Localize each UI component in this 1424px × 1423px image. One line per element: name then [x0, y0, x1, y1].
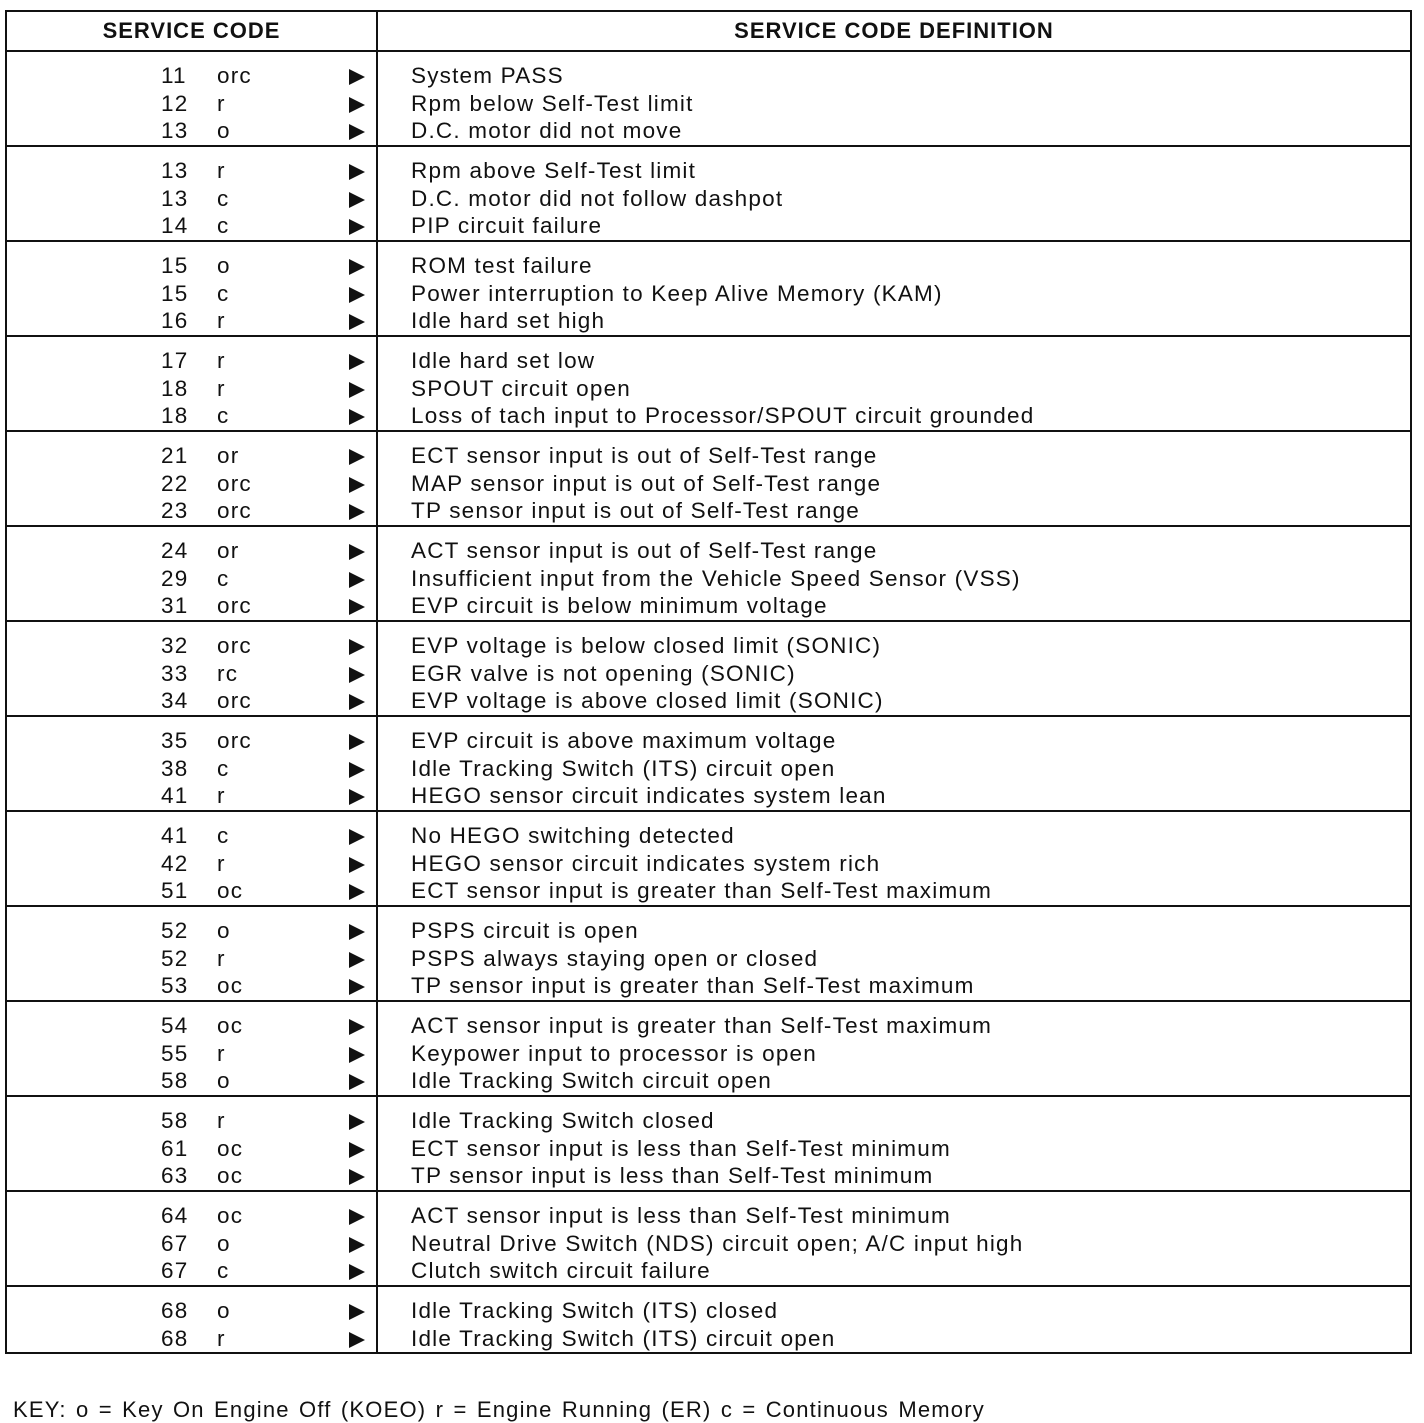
service-code-entry [7, 592, 376, 620]
pointer-arrow-icon [349, 952, 365, 968]
pointer-arrow-icon [349, 1114, 365, 1130]
code-number: 35 [161, 728, 189, 753]
code-number: 68 [161, 1298, 189, 1323]
service-code-entry [7, 62, 376, 90]
code-definition-text: SPOUT circuit open [411, 375, 632, 401]
code-definition-text: D.C. motor did not move [411, 118, 683, 143]
pointer-arrow-icon [349, 639, 365, 655]
code-number: 15 [161, 280, 189, 306]
test-mode: orc [217, 63, 252, 88]
service-code-entry [7, 1325, 376, 1353]
service-code-entry [7, 1012, 376, 1040]
pointer-arrow-icon [349, 192, 365, 208]
code-number: 14 [161, 213, 189, 238]
code-group-row [6, 526, 1411, 621]
code-group-row [6, 336, 1411, 431]
test-mode: r [217, 1325, 226, 1351]
code-number: 42 [161, 850, 189, 876]
code-definition-text: ACT sensor input is less than Self-Test minimum [411, 1203, 951, 1228]
pointer-arrow-icon [349, 979, 365, 995]
service-code-entry [7, 727, 376, 755]
code-definition-text: ACT sensor input is greater than Self-Test maximum [411, 1013, 993, 1038]
definition-cell [377, 716, 1411, 811]
test-mode: r [217, 158, 226, 183]
code-definition-text: Idle Tracking Switch (ITS) closed [411, 1298, 779, 1323]
code-group-row [6, 146, 1411, 241]
test-mode: orc [217, 633, 252, 658]
code-group-row [6, 906, 1411, 1001]
service-code-entry [7, 822, 376, 850]
test-mode: c [217, 185, 230, 211]
pointer-arrow-icon [349, 409, 365, 425]
service-code-entry [7, 1202, 376, 1230]
service-code-entry [7, 537, 376, 565]
service-code-cell [6, 1001, 377, 1096]
pointer-arrow-icon [349, 477, 365, 493]
code-number: 38 [161, 755, 189, 781]
code-definition-text: Rpm below Self-Test limit [411, 90, 694, 116]
service-code-table [5, 10, 1412, 1354]
pointer-arrow-icon [349, 924, 365, 940]
code-definition-text: TP sensor input is out of Self-Test range [411, 498, 860, 523]
code-number: 55 [161, 1040, 189, 1066]
service-code-entry [7, 850, 376, 878]
pointer-arrow-icon [349, 1019, 365, 1035]
pointer-arrow-icon [349, 259, 365, 275]
test-mode: orc [217, 470, 252, 496]
pointer-arrow-icon [349, 599, 365, 615]
service-code-entry [7, 945, 376, 973]
code-definition-text: No HEGO switching detected [411, 823, 735, 848]
table-header-row [6, 11, 1411, 51]
test-mode: r [217, 783, 226, 808]
service-code-header: SERVICE CODE [6, 11, 377, 51]
test-mode: orc [217, 728, 252, 753]
pointer-arrow-icon [349, 504, 365, 520]
code-number: 33 [161, 660, 189, 686]
code-group-row [6, 51, 1411, 146]
service-code-entry [7, 1297, 376, 1325]
test-mode: r [217, 850, 226, 876]
service-code-entry [7, 782, 376, 810]
pointer-arrow-icon [349, 69, 365, 85]
pointer-arrow-icon [349, 572, 365, 588]
pointer-arrow-icon [349, 1264, 365, 1280]
test-mode: orc [217, 593, 252, 618]
code-number: 67 [161, 1230, 189, 1256]
code-definition-text: Idle hard set low [411, 348, 596, 373]
test-mode: o [217, 918, 231, 943]
definition-cell [377, 621, 1411, 716]
test-mode: c [217, 280, 230, 306]
code-number: 16 [161, 308, 189, 333]
code-number: 52 [161, 918, 189, 943]
service-code-cell [6, 146, 377, 241]
test-mode: orc [217, 688, 252, 713]
code-number: 51 [161, 878, 189, 903]
service-code-cell [6, 526, 377, 621]
code-definition-text: ECT sensor input is out of Self-Test range [411, 443, 878, 468]
test-mode: oc [217, 973, 244, 998]
code-number: 34 [161, 688, 189, 713]
service-code-cell [6, 1286, 377, 1353]
code-number: 68 [161, 1325, 189, 1351]
service-code-entry [7, 185, 376, 213]
code-number: 17 [161, 348, 189, 373]
service-code-entry [7, 212, 376, 240]
code-group-row [6, 1001, 1411, 1096]
code-definition-text: PSPS circuit is open [411, 918, 639, 943]
pointer-arrow-icon [349, 829, 365, 845]
service-code-cell [6, 621, 377, 716]
pointer-arrow-icon [349, 762, 365, 778]
service-code-cell [6, 811, 377, 906]
test-mode: r [217, 1040, 226, 1066]
service-code-definition-header: SERVICE CODE DEFINITION [377, 11, 1411, 51]
code-definition-text: Idle Tracking Switch circuit open [411, 1068, 772, 1093]
code-definition-text: EVP circuit is above maximum voltage [411, 728, 837, 753]
test-mode: orc [217, 498, 252, 523]
code-definition-text: ECT sensor input is less than Self-Test minimum [411, 1135, 951, 1161]
code-number: 18 [161, 375, 189, 401]
code-definition-text: Power interruption to Keep Alive Memory (KAM) [411, 280, 943, 306]
code-definition-text: ROM test failure [411, 253, 593, 278]
service-code-entry [7, 1162, 376, 1190]
definition-cell [377, 906, 1411, 1001]
code-number: 24 [161, 538, 189, 563]
pointer-arrow-icon [349, 789, 365, 805]
code-definition-text: Loss of tach input to Processor/SPOUT circuit grounded [411, 403, 1035, 428]
service-code-entry [7, 632, 376, 660]
service-code-cell [6, 241, 377, 336]
code-definition-text: PIP circuit failure [411, 213, 603, 238]
test-mode: c [217, 565, 230, 591]
code-group-row [6, 621, 1411, 716]
code-number: 23 [161, 498, 189, 523]
service-code-entry [7, 687, 376, 715]
code-number: 21 [161, 443, 189, 468]
code-number: 31 [161, 593, 189, 618]
test-mode: c [217, 403, 230, 428]
pointer-arrow-icon [349, 1047, 365, 1063]
service-code-entry [7, 157, 376, 185]
definition-cell [377, 431, 1411, 526]
test-mode: c [217, 755, 230, 781]
pointer-arrow-icon [349, 1142, 365, 1158]
test-mode: o [217, 118, 231, 143]
pointer-arrow-icon [349, 1304, 365, 1320]
code-definition-text: ACT sensor input is out of Self-Test range [411, 538, 878, 563]
pointer-arrow-icon [349, 219, 365, 235]
code-definition-text: EGR valve is not opening (SONIC) [411, 660, 796, 686]
definition-cell [377, 1096, 1411, 1191]
test-mode: rc [217, 660, 239, 686]
service-code-entry [7, 972, 376, 1000]
service-code-entry [7, 1230, 376, 1258]
test-mode: r [217, 375, 226, 401]
pointer-arrow-icon [349, 1074, 365, 1090]
test-mode: o [217, 1068, 231, 1093]
code-group-row [6, 1286, 1411, 1353]
service-code-entry [7, 280, 376, 308]
service-code-document [5, 10, 1410, 1422]
test-mode: o [217, 253, 231, 278]
code-definition-text: Rpm above Self-Test limit [411, 158, 697, 183]
service-code-cell [6, 906, 377, 1001]
code-definition-text: Idle Tracking Switch (ITS) circuit open [411, 1325, 836, 1351]
service-code-entry [7, 307, 376, 335]
code-group-row [6, 241, 1411, 336]
service-code-entry [7, 1040, 376, 1068]
definition-cell [377, 526, 1411, 621]
code-definition-text: TP sensor input is greater than Self-Test maximum [411, 973, 975, 998]
code-number: 32 [161, 633, 189, 658]
code-number: 41 [161, 823, 189, 848]
test-mode: oc [217, 1013, 244, 1038]
service-code-entry [7, 117, 376, 145]
code-definition-text: Idle Tracking Switch (ITS) circuit open [411, 755, 836, 781]
pointer-arrow-icon [349, 544, 365, 560]
key-legend: KEY: o = Key On Engine Off (KOEO) r = Engine Running (ER) c = Continuous Memory [13, 1397, 985, 1422]
test-mode: oc [217, 1163, 244, 1188]
code-definition-text: TP sensor input is less than Self-Test minimum [411, 1163, 934, 1188]
definition-cell [377, 51, 1411, 146]
code-definition-text: Idle hard set high [411, 308, 606, 333]
pointer-arrow-icon [349, 667, 365, 683]
pointer-arrow-icon [349, 857, 365, 873]
definition-cell [377, 1191, 1411, 1286]
test-mode: c [217, 213, 230, 238]
test-mode: or [217, 443, 240, 468]
service-code-entry [7, 497, 376, 525]
pointer-arrow-icon [349, 314, 365, 330]
test-mode: oc [217, 1135, 244, 1161]
pointer-arrow-icon [349, 1169, 365, 1185]
pointer-arrow-icon [349, 287, 365, 303]
pointer-arrow-icon [349, 382, 365, 398]
pointer-arrow-icon [349, 97, 365, 113]
code-definition-text: EVP circuit is below minimum voltage [411, 593, 828, 618]
code-number: 67 [161, 1258, 189, 1283]
service-code-entry [7, 660, 376, 688]
service-code-entry [7, 90, 376, 118]
pointer-arrow-icon [349, 1237, 365, 1253]
code-definition-text: Neutral Drive Switch (NDS) circuit open; A/C input high [411, 1230, 1024, 1256]
code-definition-text: HEGO sensor circuit indicates system rich [411, 850, 881, 876]
service-code-cell [6, 1191, 377, 1286]
service-code-cell [6, 1096, 377, 1191]
code-number: 18 [161, 403, 189, 428]
service-code-entry [7, 442, 376, 470]
code-number: 29 [161, 565, 189, 591]
pointer-arrow-icon [349, 1209, 365, 1225]
code-number: 53 [161, 973, 189, 998]
code-definition-text: ECT sensor input is greater than Self-Test maximum [411, 878, 993, 903]
code-number: 22 [161, 470, 189, 496]
code-number: 13 [161, 185, 189, 211]
service-code-entry [7, 347, 376, 375]
service-code-entry [7, 1135, 376, 1163]
definition-cell [377, 241, 1411, 336]
code-definition-text: EVP voltage is above closed limit (SONIC) [411, 688, 884, 713]
code-group-row [6, 431, 1411, 526]
test-mode: o [217, 1298, 231, 1323]
code-number: 64 [161, 1203, 189, 1228]
test-mode: r [217, 90, 226, 116]
code-definition-text: Clutch switch circuit failure [411, 1258, 711, 1283]
code-number: 13 [161, 118, 189, 143]
pointer-arrow-icon [349, 354, 365, 370]
service-code-cell [6, 336, 377, 431]
pointer-arrow-icon [349, 734, 365, 750]
test-mode: oc [217, 878, 244, 903]
pointer-arrow-icon [349, 884, 365, 900]
service-code-entry [7, 402, 376, 430]
definition-cell [377, 811, 1411, 906]
service-code-entry [7, 252, 376, 280]
service-code-entry [7, 1107, 376, 1135]
code-number: 11 [161, 63, 187, 88]
definition-cell [377, 1001, 1411, 1096]
service-code-cell [6, 431, 377, 526]
code-number: 58 [161, 1068, 189, 1093]
service-code-entry [7, 877, 376, 905]
code-number: 58 [161, 1108, 189, 1133]
code-group-row [6, 1191, 1411, 1286]
code-number: 41 [161, 783, 189, 808]
pointer-arrow-icon [349, 694, 365, 710]
code-number: 15 [161, 253, 189, 278]
test-mode: o [217, 1230, 231, 1256]
code-number: 63 [161, 1163, 189, 1188]
code-number: 12 [161, 90, 189, 116]
test-mode: oc [217, 1203, 244, 1228]
pointer-arrow-icon [349, 164, 365, 180]
test-mode: r [217, 348, 226, 373]
test-mode: c [217, 823, 230, 848]
service-code-entry [7, 565, 376, 593]
code-definition-text: HEGO sensor circuit indicates system lean [411, 783, 887, 808]
code-group-row [6, 716, 1411, 811]
code-definition-text: System PASS [411, 63, 564, 88]
test-mode: or [217, 538, 240, 563]
code-number: 61 [161, 1135, 189, 1161]
code-number: 54 [161, 1013, 189, 1038]
service-code-table-body [6, 51, 1411, 1353]
code-definition-text: Idle Tracking Switch closed [411, 1108, 715, 1133]
pointer-arrow-icon [349, 124, 365, 140]
code-definition-text: PSPS always staying open or closed [411, 945, 819, 971]
code-group-row [6, 811, 1411, 906]
service-code-entry [7, 1257, 376, 1285]
definition-cell [377, 336, 1411, 431]
test-mode: r [217, 945, 226, 971]
service-code-entry [7, 1067, 376, 1095]
code-number: 52 [161, 945, 189, 971]
service-code-entry [7, 755, 376, 783]
definition-cell [377, 1286, 1411, 1353]
code-definition-text: MAP sensor input is out of Self-Test range [411, 470, 882, 496]
service-code-cell [6, 51, 377, 146]
pointer-arrow-icon [349, 449, 365, 465]
code-definition-text: D.C. motor did not follow dashpot [411, 185, 784, 211]
service-code-entry [7, 917, 376, 945]
test-mode: r [217, 308, 226, 333]
service-code-cell [6, 716, 377, 811]
code-definition-text: Keypower input to processor is open [411, 1040, 817, 1066]
code-group-row [6, 1096, 1411, 1191]
definition-cell [377, 146, 1411, 241]
code-definition-text: Insufficient input from the Vehicle Speed Sensor (VSS) [411, 565, 1021, 591]
code-number: 13 [161, 158, 189, 183]
service-code-entry [7, 470, 376, 498]
service-code-entry [7, 375, 376, 403]
test-mode: r [217, 1108, 226, 1133]
pointer-arrow-icon [349, 1332, 365, 1348]
code-definition-text: EVP voltage is below closed limit (SONIC) [411, 633, 882, 658]
test-mode: c [217, 1258, 230, 1283]
